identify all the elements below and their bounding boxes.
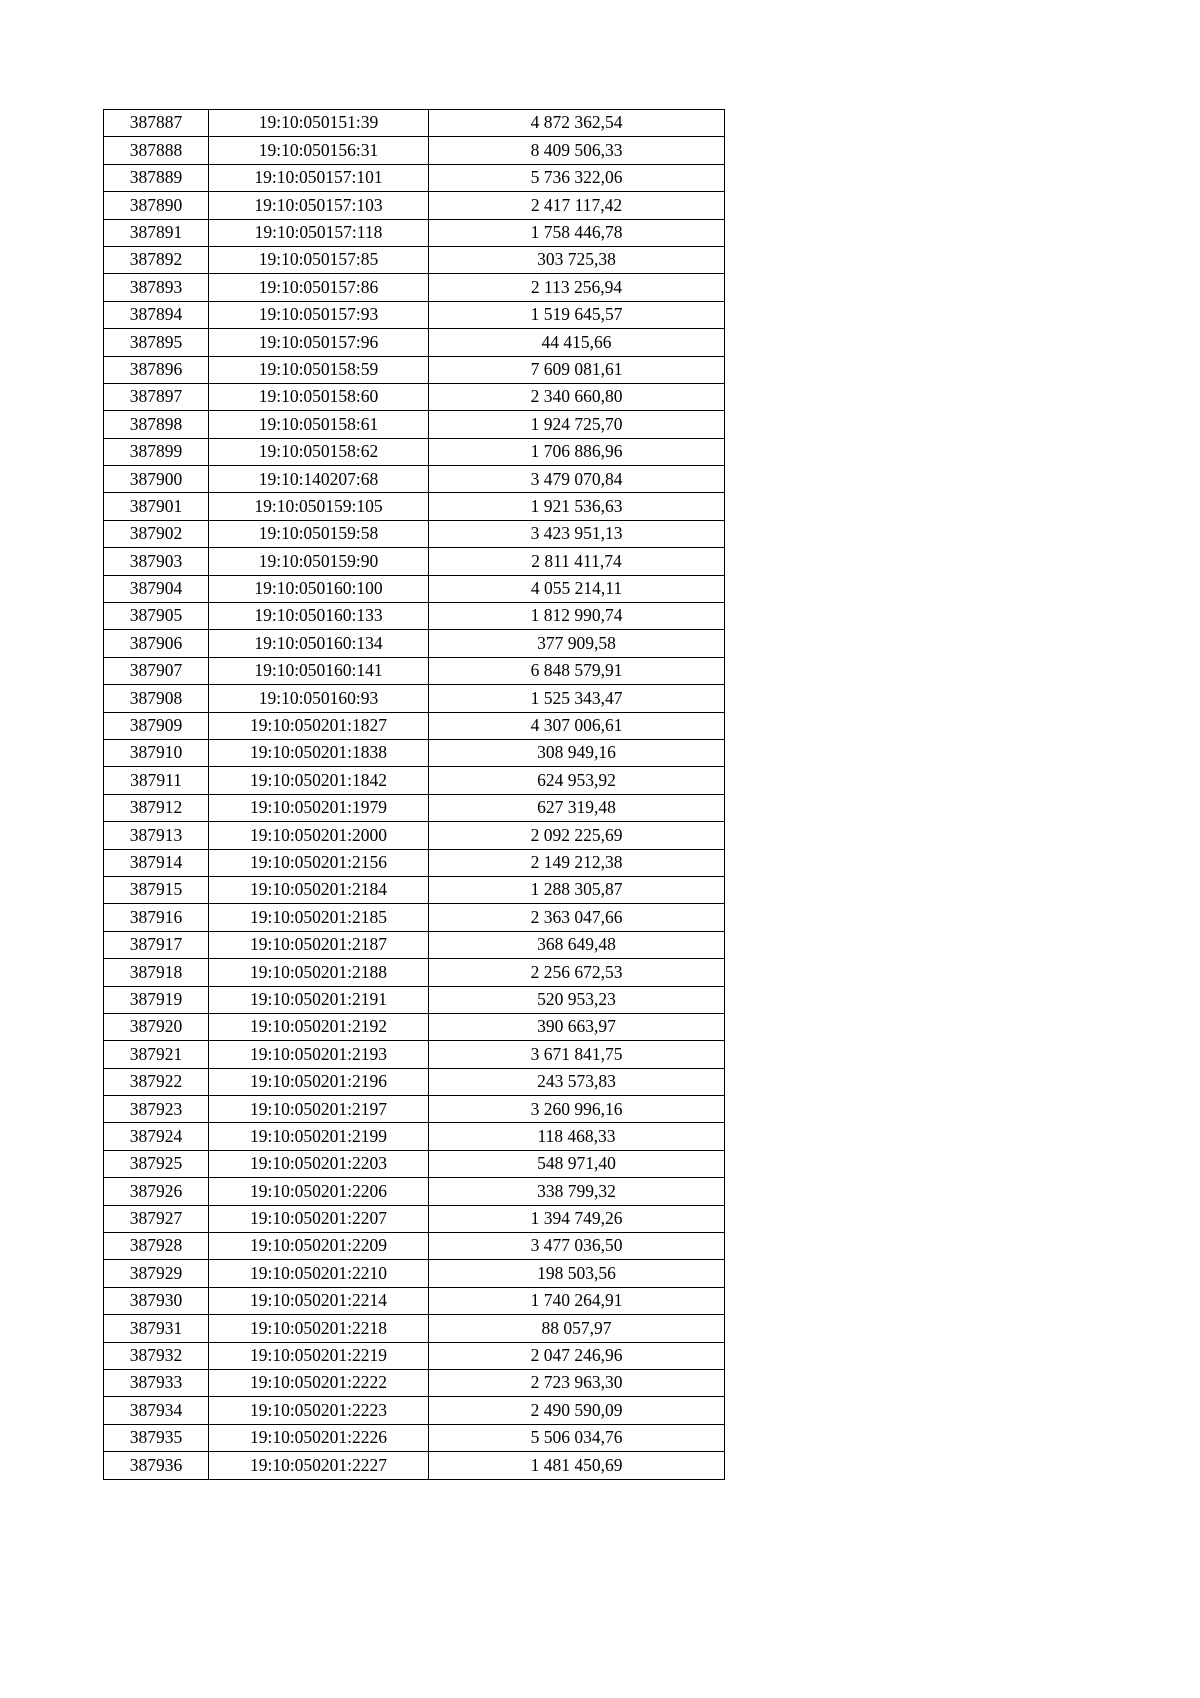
cadastral-number-cell: 19:10:050160:134 <box>209 630 429 657</box>
cadastral-value-cell: 1 481 450,69 <box>429 1452 725 1479</box>
cadastral-number-cell: 19:10:050158:61 <box>209 411 429 438</box>
row-number-cell: 387913 <box>104 822 209 849</box>
table-row <box>104 959 725 986</box>
row-number-cell: 387892 <box>104 246 209 273</box>
cadastral-value-cell: 243 573,83 <box>429 1068 725 1095</box>
row-number-cell: 387916 <box>104 904 209 931</box>
table-row <box>104 1096 725 1123</box>
table-row <box>104 438 725 465</box>
cadastral-value-cell: 1 924 725,70 <box>429 411 725 438</box>
table-row <box>104 246 725 273</box>
cadastral-number-cell: 19:10:050201:2199 <box>209 1123 429 1150</box>
cadastral-value-cell: 118 468,33 <box>429 1123 725 1150</box>
cadastral-value-cell: 8 409 506,33 <box>429 137 725 164</box>
cadastral-value-cell: 1 812 990,74 <box>429 603 725 630</box>
cadastral-number-cell: 19:10:050201:2193 <box>209 1041 429 1068</box>
cadastral-value-cell: 2 417 117,42 <box>429 192 725 219</box>
cadastral-value-cell: 1 706 886,96 <box>429 438 725 465</box>
cadastral-value-cell: 88 057,97 <box>429 1315 725 1342</box>
cadastral-number-cell: 19:10:050201:2214 <box>209 1287 429 1314</box>
cadastral-number-cell: 19:10:050160:133 <box>209 603 429 630</box>
row-number-cell: 387928 <box>104 1233 209 1260</box>
cadastral-value-cell: 377 909,58 <box>429 630 725 657</box>
cadastral-value-cell: 3 479 070,84 <box>429 466 725 493</box>
cadastral-value-cell: 4 307 006,61 <box>429 712 725 739</box>
table-row <box>104 1068 725 1095</box>
cadastral-value-cell: 520 953,23 <box>429 986 725 1013</box>
row-number-cell: 387904 <box>104 575 209 602</box>
row-number-cell: 387914 <box>104 849 209 876</box>
cadastral-number-cell: 19:10:050201:2187 <box>209 931 429 958</box>
row-number-cell: 387923 <box>104 1096 209 1123</box>
table-row <box>104 904 725 931</box>
cadastral-value-table <box>103 109 725 1480</box>
cadastral-number-cell: 19:10:050159:58 <box>209 520 429 547</box>
row-number-cell: 387899 <box>104 438 209 465</box>
cadastral-value-cell: 1 288 305,87 <box>429 876 725 903</box>
cadastral-number-cell: 19:10:050201:2226 <box>209 1424 429 1451</box>
row-number-cell: 387887 <box>104 110 209 137</box>
row-number-cell: 387910 <box>104 739 209 766</box>
table-row <box>104 685 725 712</box>
table-row <box>104 110 725 137</box>
table-row <box>104 739 725 766</box>
table-row <box>104 356 725 383</box>
cadastral-number-cell: 19:10:050158:62 <box>209 438 429 465</box>
table-row <box>104 301 725 328</box>
cadastral-value-cell: 2 149 212,38 <box>429 849 725 876</box>
cadastral-value-cell: 1 525 343,47 <box>429 685 725 712</box>
cadastral-number-cell: 19:10:050201:2156 <box>209 849 429 876</box>
cadastral-number-cell: 19:10:050201:2185 <box>209 904 429 931</box>
row-number-cell: 387917 <box>104 931 209 958</box>
table-row <box>104 1369 725 1396</box>
cadastral-value-cell: 390 663,97 <box>429 1013 725 1040</box>
table-body <box>104 110 725 1480</box>
cadastral-value-cell: 1 921 536,63 <box>429 493 725 520</box>
table-row <box>104 712 725 739</box>
table-row <box>104 1260 725 1287</box>
table-row <box>104 219 725 246</box>
table-row <box>104 575 725 602</box>
cadastral-number-cell: 19:10:050201:2223 <box>209 1397 429 1424</box>
table-row <box>104 1013 725 1040</box>
table-row <box>104 1123 725 1150</box>
cadastral-value-cell: 338 799,32 <box>429 1178 725 1205</box>
cadastral-number-cell: 19:10:050160:100 <box>209 575 429 602</box>
table-row <box>104 411 725 438</box>
row-number-cell: 387918 <box>104 959 209 986</box>
table-row <box>104 1397 725 1424</box>
row-number-cell: 387902 <box>104 520 209 547</box>
row-number-cell: 387900 <box>104 466 209 493</box>
cadastral-value-cell: 2 363 047,66 <box>429 904 725 931</box>
table-row <box>104 1178 725 1205</box>
cadastral-number-cell: 19:10:050201:2188 <box>209 959 429 986</box>
table-row <box>104 1424 725 1451</box>
cadastral-number-cell: 19:10:050201:2218 <box>209 1315 429 1342</box>
table-row <box>104 274 725 301</box>
row-number-cell: 387935 <box>104 1424 209 1451</box>
row-number-cell: 387905 <box>104 603 209 630</box>
cadastral-value-cell: 3 260 996,16 <box>429 1096 725 1123</box>
cadastral-number-cell: 19:10:050157:85 <box>209 246 429 273</box>
cadastral-value-cell: 44 415,66 <box>429 329 725 356</box>
row-number-cell: 387932 <box>104 1342 209 1369</box>
cadastral-value-cell: 2 490 590,09 <box>429 1397 725 1424</box>
row-number-cell: 387898 <box>104 411 209 438</box>
row-number-cell: 387912 <box>104 794 209 821</box>
row-number-cell: 387889 <box>104 164 209 191</box>
table-row <box>104 603 725 630</box>
row-number-cell: 387934 <box>104 1397 209 1424</box>
table-row <box>104 1452 725 1479</box>
cadastral-value-cell: 2 340 660,80 <box>429 383 725 410</box>
cadastral-value-cell: 2 047 246,96 <box>429 1342 725 1369</box>
row-number-cell: 387931 <box>104 1315 209 1342</box>
table-row <box>104 1233 725 1260</box>
row-number-cell: 387895 <box>104 329 209 356</box>
row-number-cell: 387936 <box>104 1452 209 1479</box>
row-number-cell: 387920 <box>104 1013 209 1040</box>
table-row <box>104 794 725 821</box>
cadastral-value-cell: 368 649,48 <box>429 931 725 958</box>
table-row <box>104 164 725 191</box>
cadastral-value-cell: 198 503,56 <box>429 1260 725 1287</box>
table-row <box>104 520 725 547</box>
cadastral-number-cell: 19:10:050158:60 <box>209 383 429 410</box>
row-number-cell: 387908 <box>104 685 209 712</box>
table-row <box>104 1315 725 1342</box>
cadastral-number-cell: 19:10:050201:2222 <box>209 1369 429 1396</box>
cadastral-number-cell: 19:10:050157:103 <box>209 192 429 219</box>
cadastral-number-cell: 19:10:050201:2207 <box>209 1205 429 1232</box>
cadastral-value-cell: 1 519 645,57 <box>429 301 725 328</box>
cadastral-value-cell: 1 394 749,26 <box>429 1205 725 1232</box>
cadastral-number-cell: 19:10:050201:1838 <box>209 739 429 766</box>
row-number-cell: 387893 <box>104 274 209 301</box>
table-row <box>104 137 725 164</box>
row-number-cell: 387907 <box>104 657 209 684</box>
cadastral-value-cell: 2 723 963,30 <box>429 1369 725 1396</box>
row-number-cell: 387906 <box>104 630 209 657</box>
cadastral-number-cell: 19:10:050201:2192 <box>209 1013 429 1040</box>
row-number-cell: 387922 <box>104 1068 209 1095</box>
cadastral-number-cell: 19:10:050201:2196 <box>209 1068 429 1095</box>
cadastral-value-cell: 2 092 225,69 <box>429 822 725 849</box>
row-number-cell: 387896 <box>104 356 209 383</box>
cadastral-number-cell: 19:10:050201:2197 <box>209 1096 429 1123</box>
cadastral-number-cell: 19:10:050160:93 <box>209 685 429 712</box>
table-row <box>104 1041 725 1068</box>
row-number-cell: 387933 <box>104 1369 209 1396</box>
cadastral-number-cell: 19:10:050157:86 <box>209 274 429 301</box>
cadastral-number-cell: 19:10:050159:105 <box>209 493 429 520</box>
cadastral-value-cell: 303 725,38 <box>429 246 725 273</box>
cadastral-number-cell: 19:10:050201:2184 <box>209 876 429 903</box>
table-row <box>104 657 725 684</box>
table-row <box>104 329 725 356</box>
cadastral-number-cell: 19:10:050201:1827 <box>209 712 429 739</box>
cadastral-value-cell: 3 671 841,75 <box>429 1041 725 1068</box>
cadastral-number-cell: 19:10:050157:118 <box>209 219 429 246</box>
cadastral-value-cell: 6 848 579,91 <box>429 657 725 684</box>
row-number-cell: 387927 <box>104 1205 209 1232</box>
cadastral-number-cell: 19:10:140207:68 <box>209 466 429 493</box>
row-number-cell: 387930 <box>104 1287 209 1314</box>
cadastral-number-cell: 19:10:050201:1979 <box>209 794 429 821</box>
cadastral-number-cell: 19:10:050201:2210 <box>209 1260 429 1287</box>
cadastral-value-cell: 4 055 214,11 <box>429 575 725 602</box>
row-number-cell: 387929 <box>104 1260 209 1287</box>
cadastral-value-cell: 5 736 322,06 <box>429 164 725 191</box>
cadastral-number-cell: 19:10:050201:2203 <box>209 1150 429 1177</box>
cadastral-value-cell: 2 256 672,53 <box>429 959 725 986</box>
cadastral-value-cell: 308 949,16 <box>429 739 725 766</box>
row-number-cell: 387921 <box>104 1041 209 1068</box>
row-number-cell: 387897 <box>104 383 209 410</box>
cadastral-value-cell: 548 971,40 <box>429 1150 725 1177</box>
table-row <box>104 822 725 849</box>
table-row <box>104 986 725 1013</box>
cadastral-number-cell: 19:10:050201:2191 <box>209 986 429 1013</box>
cadastral-number-cell: 19:10:050158:59 <box>209 356 429 383</box>
table-row <box>104 493 725 520</box>
cadastral-number-cell: 19:10:050160:141 <box>209 657 429 684</box>
cadastral-value-cell: 1 740 264,91 <box>429 1287 725 1314</box>
table-row <box>104 630 725 657</box>
row-number-cell: 387894 <box>104 301 209 328</box>
table-row <box>104 767 725 794</box>
cadastral-value-cell: 1 758 446,78 <box>429 219 725 246</box>
cadastral-value-cell: 7 609 081,61 <box>429 356 725 383</box>
cadastral-value-cell: 5 506 034,76 <box>429 1424 725 1451</box>
table-row <box>104 1287 725 1314</box>
cadastral-value-cell: 3 477 036,50 <box>429 1233 725 1260</box>
cadastral-number-cell: 19:10:050201:2209 <box>209 1233 429 1260</box>
row-number-cell: 387926 <box>104 1178 209 1205</box>
table-row <box>104 466 725 493</box>
cadastral-value-cell: 627 319,48 <box>429 794 725 821</box>
row-number-cell: 387891 <box>104 219 209 246</box>
table-row <box>104 1150 725 1177</box>
cadastral-number-cell: 19:10:050201:2000 <box>209 822 429 849</box>
table-row <box>104 876 725 903</box>
table-row <box>104 548 725 575</box>
cadastral-value-cell: 2 113 256,94 <box>429 274 725 301</box>
table-row <box>104 383 725 410</box>
row-number-cell: 387924 <box>104 1123 209 1150</box>
row-number-cell: 387919 <box>104 986 209 1013</box>
cadastral-number-cell: 19:10:050159:90 <box>209 548 429 575</box>
cadastral-value-cell: 2 811 411,74 <box>429 548 725 575</box>
table-row <box>104 192 725 219</box>
cadastral-number-cell: 19:10:050201:2206 <box>209 1178 429 1205</box>
row-number-cell: 387911 <box>104 767 209 794</box>
row-number-cell: 387925 <box>104 1150 209 1177</box>
cadastral-value-cell: 4 872 362,54 <box>429 110 725 137</box>
table-row <box>104 931 725 958</box>
row-number-cell: 387903 <box>104 548 209 575</box>
cadastral-value-cell: 3 423 951,13 <box>429 520 725 547</box>
row-number-cell: 387890 <box>104 192 209 219</box>
cadastral-number-cell: 19:10:050157:96 <box>209 329 429 356</box>
cadastral-number-cell: 19:10:050201:2219 <box>209 1342 429 1369</box>
row-number-cell: 387915 <box>104 876 209 903</box>
table-row <box>104 1205 725 1232</box>
cadastral-number-cell: 19:10:050201:1842 <box>209 767 429 794</box>
row-number-cell: 387909 <box>104 712 209 739</box>
cadastral-number-cell: 19:10:050156:31 <box>209 137 429 164</box>
cadastral-number-cell: 19:10:050151:39 <box>209 110 429 137</box>
cadastral-number-cell: 19:10:050157:101 <box>209 164 429 191</box>
cadastral-number-cell: 19:10:050201:2227 <box>209 1452 429 1479</box>
table-row <box>104 1342 725 1369</box>
cadastral-value-cell: 624 953,92 <box>429 767 725 794</box>
cadastral-number-cell: 19:10:050157:93 <box>209 301 429 328</box>
row-number-cell: 387888 <box>104 137 209 164</box>
row-number-cell: 387901 <box>104 493 209 520</box>
table-row <box>104 849 725 876</box>
